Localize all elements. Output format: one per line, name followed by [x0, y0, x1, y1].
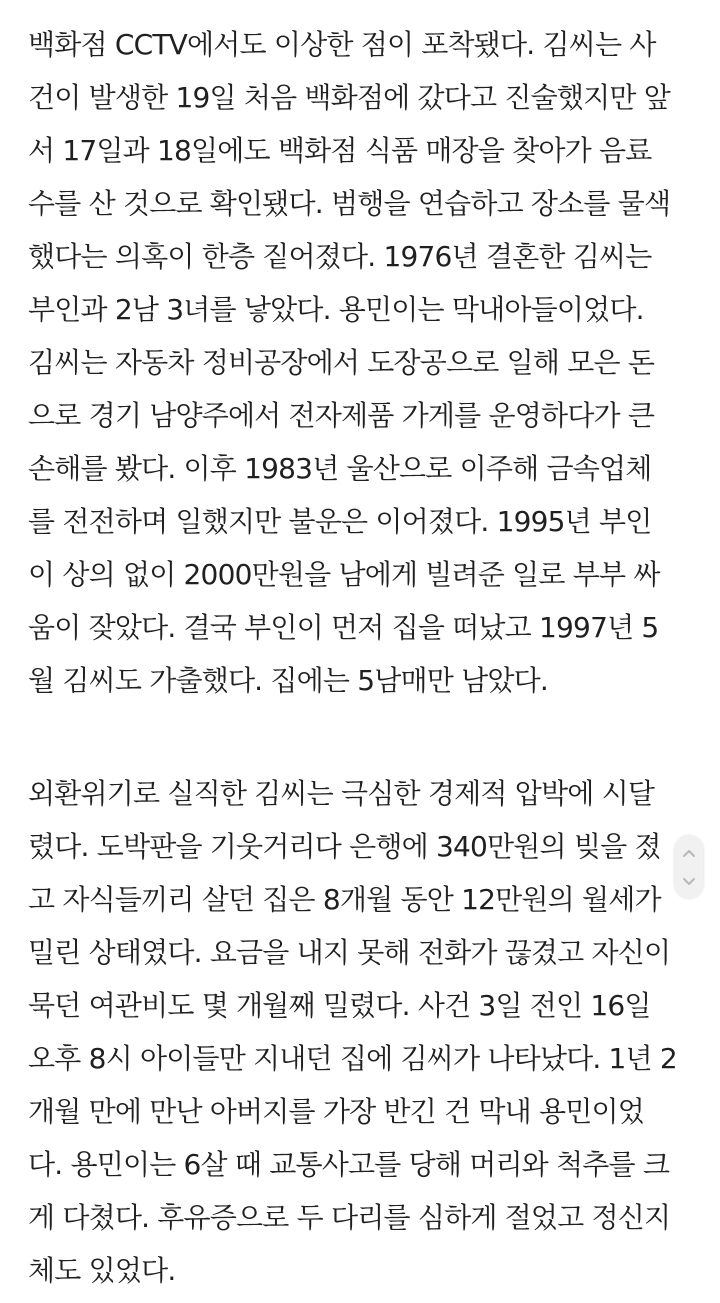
chevron-down-icon[interactable] [681, 873, 697, 889]
text-line: 고 자식들끼리 살던 집은 8개월 동안 12만원의 월세가 [28, 883, 661, 916]
text-line: 김씨는 자동차 정비공장에서 도장공으로 일해 모은 돈 [28, 346, 655, 379]
paragraph-2 [28, 773, 708, 1303]
text-line: 체도 있었다. [28, 1254, 176, 1287]
text-line: 다. 용민이는 6살 때 교통사고를 당해 머리와 척추를 크 [28, 1148, 670, 1181]
text-line: 건이 발생한 19일 처음 백화점에 갔다고 진술했지만 앞 [28, 81, 670, 114]
text-line: 오후 8시 아이들만 지내던 집에 김씨가 나타났다. 1년 2 [28, 1042, 677, 1075]
paragraph-1 [28, 24, 708, 713]
text-line: 움이 잦았다. 결국 부인이 먼저 집을 떠났고 1997년 5 [28, 611, 659, 644]
text-line: 렸다. 도박판을 기웃거리다 은행에 340만원의 빚을 졌 [28, 830, 661, 863]
article-body [28, 24, 708, 1303]
text-line: 했다는 의혹이 한층 짙어졌다. 1976년 결혼한 김씨는 [28, 240, 652, 273]
scroll-widget[interactable] [675, 836, 703, 898]
text-line: 개월 만에 만난 아버지를 가장 반긴 건 막내 용민이었 [28, 1095, 645, 1128]
text-line: 손해를 봤다. 이후 1983년 울산으로 이주해 금속업체 [28, 452, 652, 485]
text-line: 이 상의 없이 2000만원을 남에게 빌려준 일로 부부 싸 [28, 558, 660, 591]
text-line: 부인과 2남 3녀를 낳았다. 용민이는 막내아들이었다. [28, 293, 644, 326]
text-line: 서 17일과 18일에도 백화점 식품 매장을 찾아가 음료 [28, 134, 652, 167]
text-line: 묵던 여관비도 몇 개월째 밀렸다. 사건 3일 전인 16일 [28, 989, 651, 1022]
text-line: 으로 경기 남양주에서 전자제품 가게를 운영하다가 큰 [28, 399, 655, 432]
text-line: 수를 산 것으로 확인됐다. 범행을 연습하고 장소를 물색 [28, 187, 671, 220]
text-line: 월 김씨도 가출했다. 집에는 5남매만 남았다. [28, 664, 548, 697]
text-line: 백화점 CCTV에서도 이상한 점이 포착됐다. 김씨는 사 [28, 28, 656, 61]
chevron-up-icon[interactable] [681, 846, 697, 862]
text-line: 밀린 상태였다. 요금을 내지 못해 전화가 끊겼고 자신이 [28, 936, 671, 969]
text-line: 외환위기로 실직한 김씨는 극심한 경제적 압박에 시달 [28, 777, 655, 810]
text-line: 를 전전하며 일했지만 불운은 이어졌다. 1995년 부인 [28, 505, 652, 538]
text-line: 게 다쳤다. 후유증으로 두 다리를 심하게 절었고 정신지 [28, 1201, 671, 1234]
